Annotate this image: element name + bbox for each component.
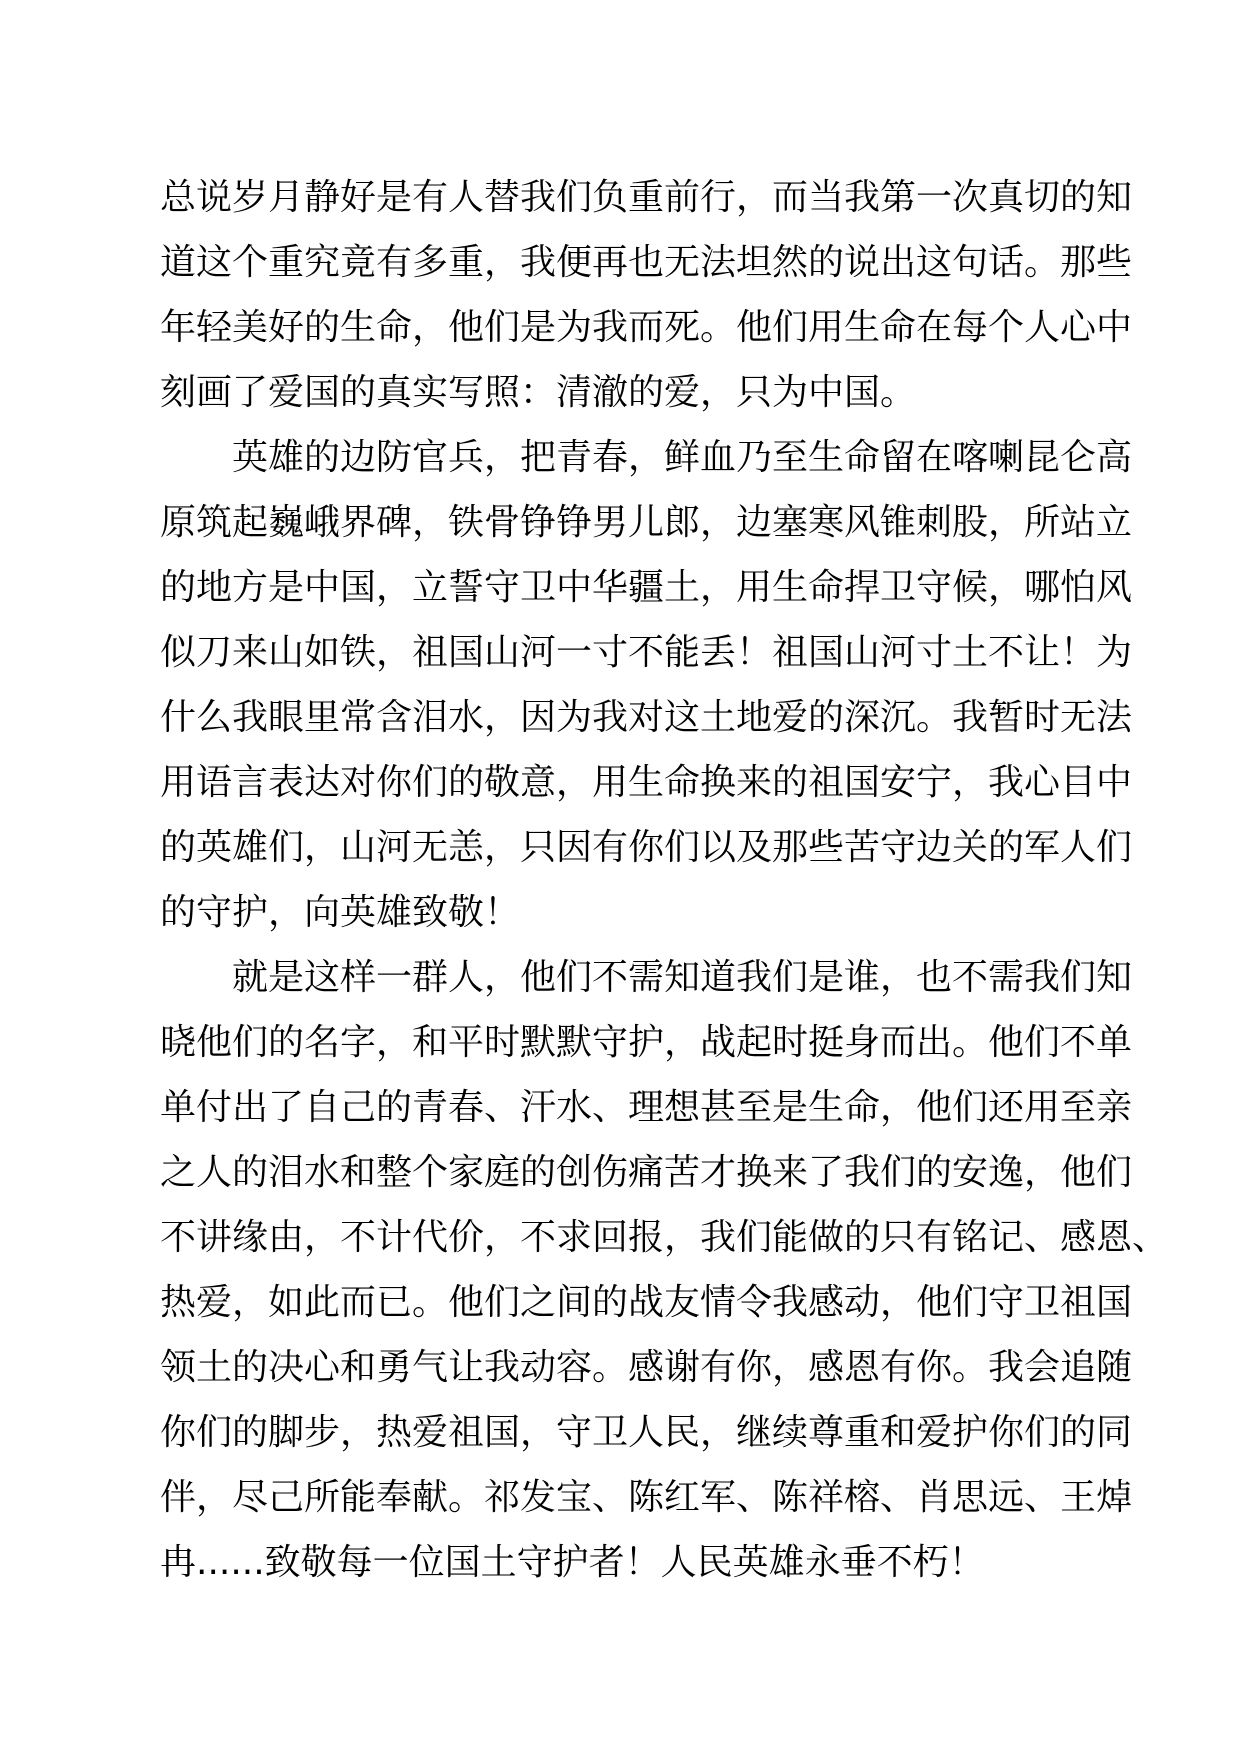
- paragraph-3-line-6: 热爱，如此而已。他们之间的战友情令我感动，他们守卫祖国: [160, 1282, 1133, 1323]
- paragraph-3-line-1: 就是这样一群人，他们不需知道我们是谁，也不需我们知: [232, 957, 1133, 998]
- paragraph-3-line-8: 你们的脚步，热爱祖国，守卫人民，继续尊重和爱护你们的同: [160, 1412, 1133, 1453]
- paragraph-3-line-2: 晓他们的名字，和平时默默守护，战起时挺身而出。他们不单: [160, 1022, 1133, 1063]
- body-text: [160, 165, 1169, 1595]
- paragraph-2-line-5: 什么我眼里常含泪水，因为我对这土地爱的深沉。我暂时无法: [160, 697, 1133, 738]
- paragraph-3-line-3: 单付出了自己的青春、汗水、理想甚至是生命，他们还用至亲: [160, 1087, 1133, 1128]
- paragraph-1-line-4: 刻画了爱国的真实写照：清澈的爱，只为中国。: [160, 372, 917, 413]
- paragraph-2-line-2: 原筑起巍峨界碑，铁骨铮铮男儿郎，边塞寒风锥刺股，所站立: [160, 502, 1133, 543]
- paragraph-1-line-3: 年轻美好的生命，他们是为我而死。他们用生命在每个人心中: [160, 307, 1133, 348]
- paragraph-2-line-3: 的地方是中国，立誓守卫中华疆土，用生命捍卫守候，哪怕风: [160, 567, 1133, 608]
- paragraph-2-line-1: 英雄的边防官兵，把青春，鲜血乃至生命留在喀喇昆仑高: [232, 437, 1133, 478]
- paragraph-1-line-1: 总说岁月静好是有人替我们负重前行，而当我第一次真切的知: [160, 177, 1133, 218]
- paragraph-2-line-6: 用语言表达对你们的敬意，用生命换来的祖国安宁，我心目中: [160, 762, 1133, 803]
- paragraph-2-line-4: 似刀来山如铁，祖国山河一寸不能丢！祖国山河寸土不让！为: [160, 632, 1133, 673]
- paragraph-1-line-2: 道这个重究竟有多重，我便再也无法坦然的说出这句话。那些: [160, 242, 1133, 283]
- paragraph-3-line-10: 冉......致敬每一位国土守护者！人民英雄永垂不朽！: [160, 1542, 985, 1583]
- paragraph-2-line-7: 的英雄们，山河无恙，只因有你们以及那些苦守边关的军人们: [160, 827, 1133, 868]
- paragraph-3-line-5: 不讲缘由，不计代价，不求回报，我们能做的只有铭记、感恩、: [160, 1217, 1169, 1258]
- paragraph-2-line-8: 的守护，向英雄致敬！: [160, 892, 521, 933]
- paragraph-3-line-9: 伴，尽己所能奉献。祁发宝、陈红军、陈祥榕、肖思远、王焯: [160, 1477, 1133, 1518]
- paragraph-3-line-4: 之人的泪水和整个家庭的创伤痛苦才换来了我们的安逸，他们: [160, 1152, 1133, 1193]
- paragraph-3-line-7: 领土的决心和勇气让我动容。感谢有你，感恩有你。我会追随: [160, 1347, 1133, 1388]
